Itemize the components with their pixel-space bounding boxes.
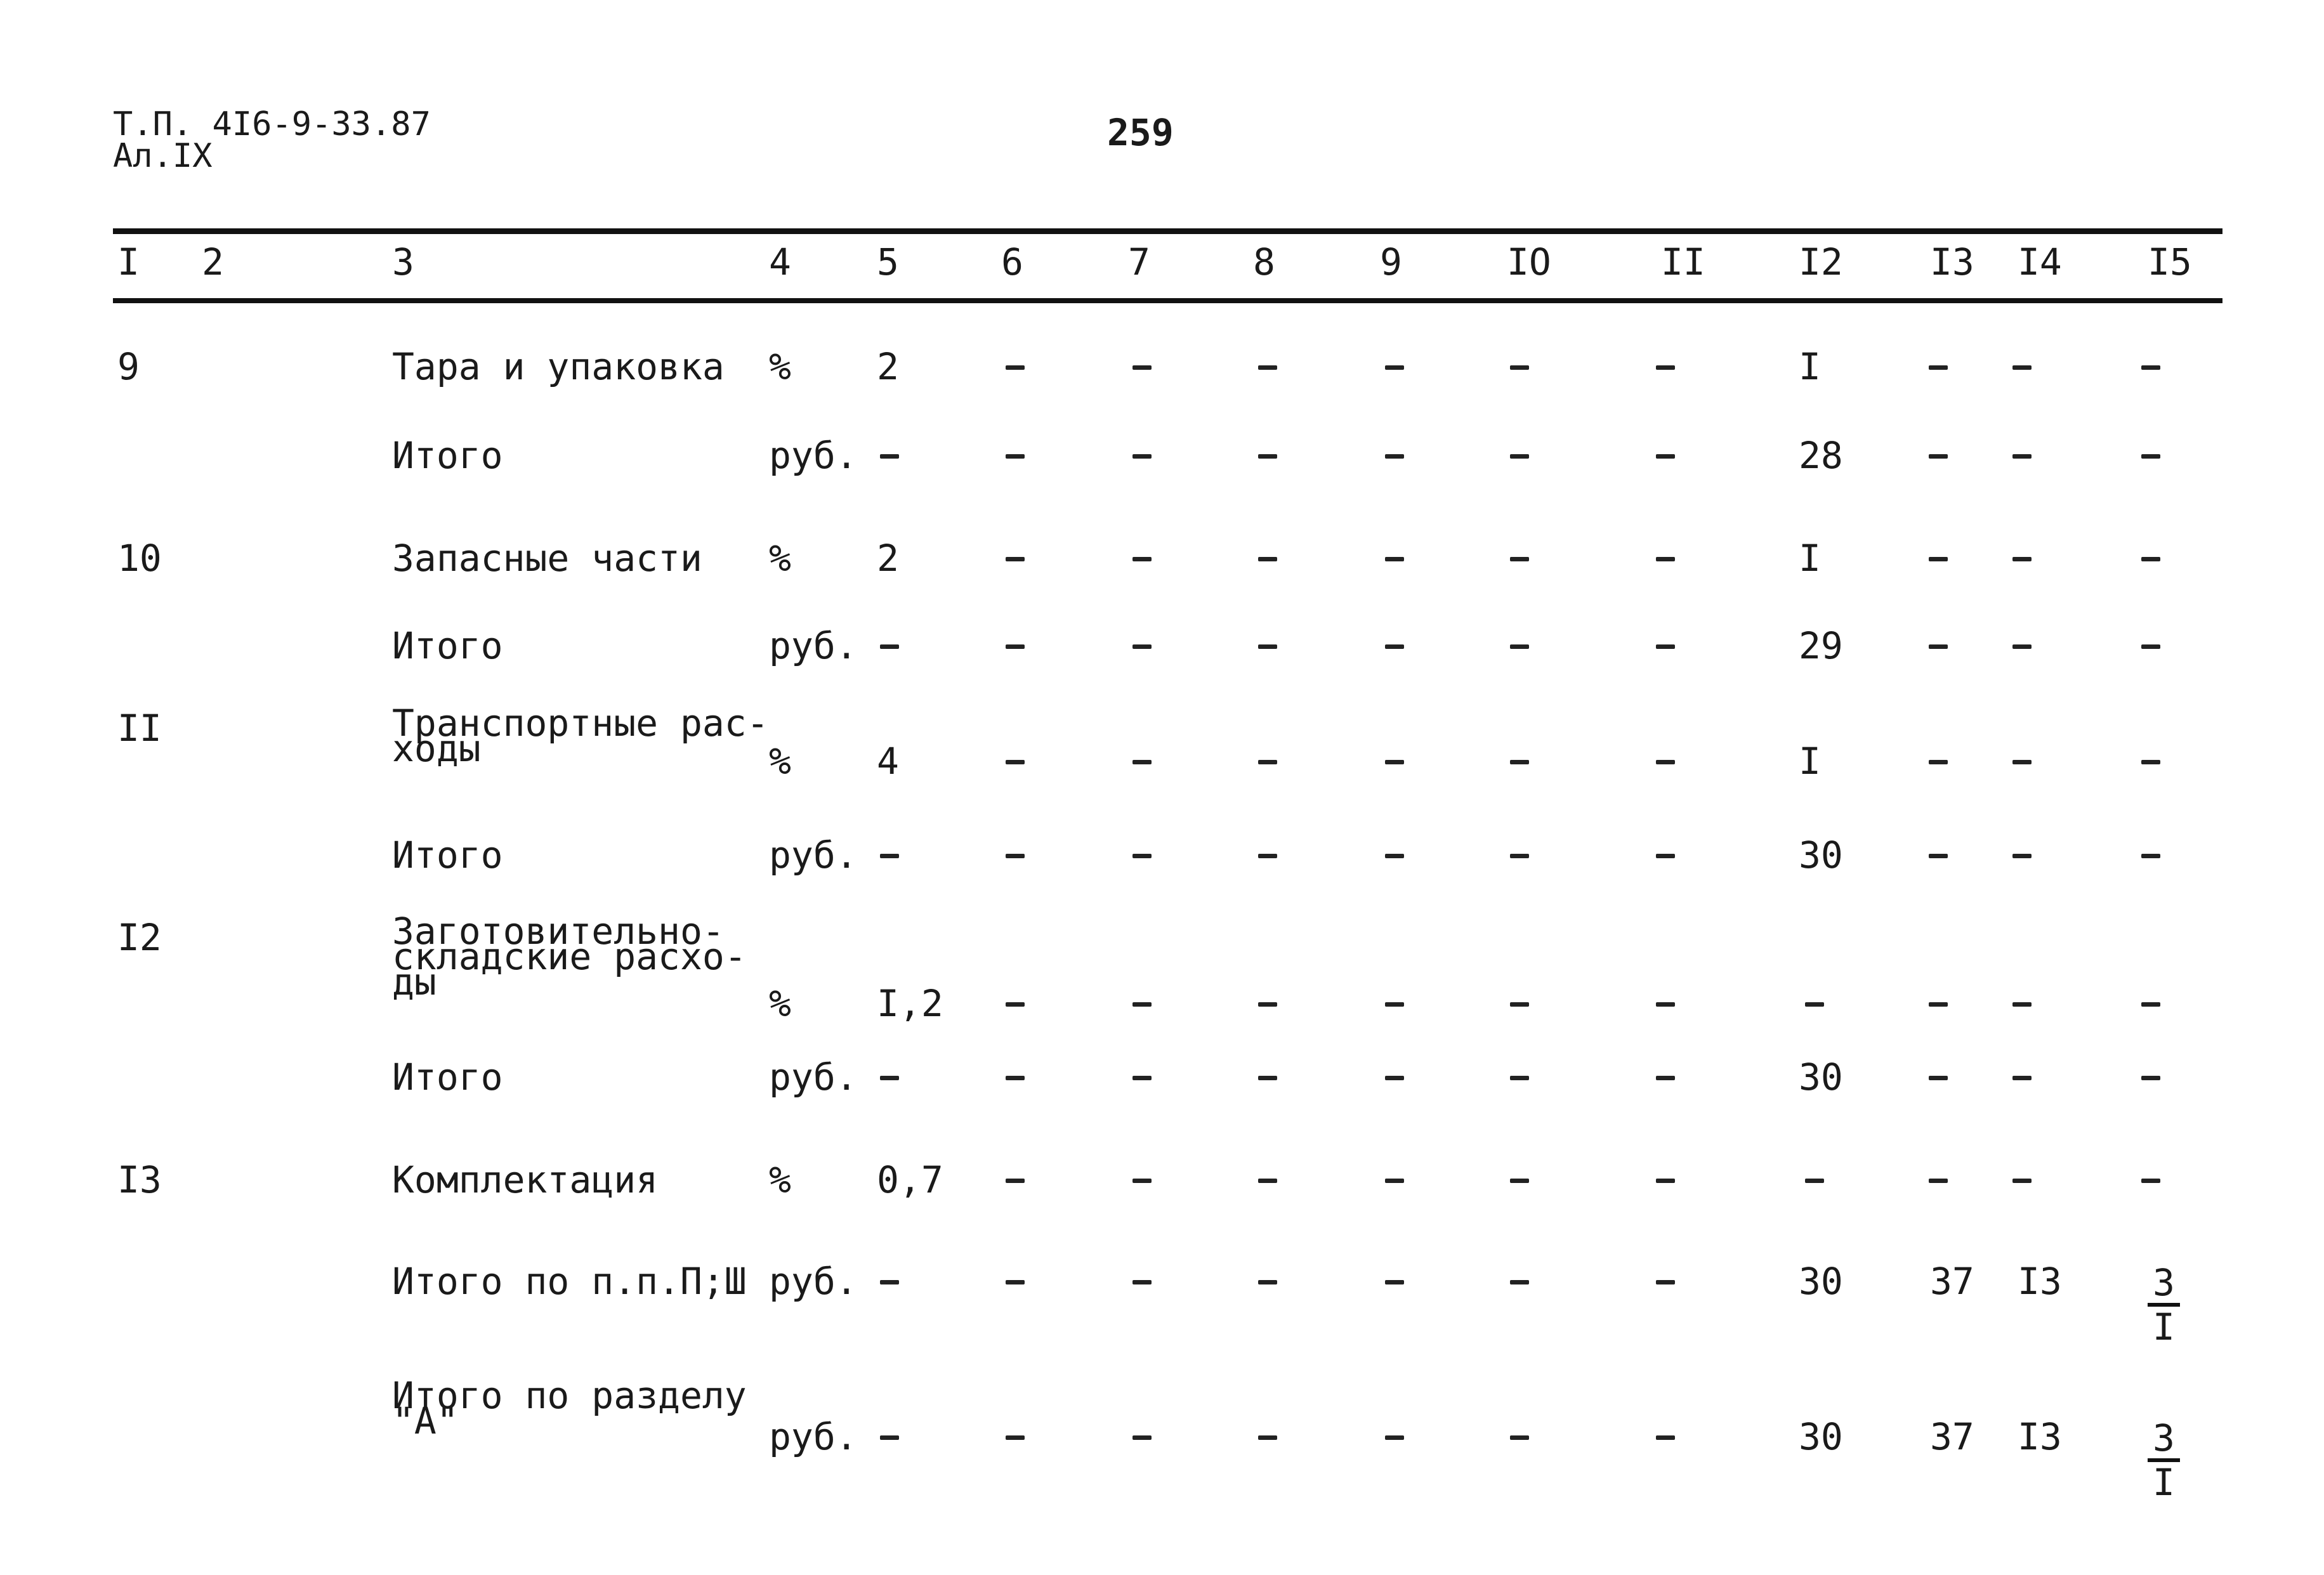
dash-mark <box>1258 1435 1277 1440</box>
dash-mark <box>1929 1076 1948 1080</box>
dash-mark <box>1385 454 1404 459</box>
dash-mark <box>1385 365 1404 370</box>
row-name: Итого по п.п.П;Ш <box>392 1260 747 1303</box>
cell-col5: 0,7 <box>877 1158 943 1201</box>
row-unit: руб. <box>769 1260 858 1303</box>
dash-mark <box>880 644 899 649</box>
dash-mark <box>1132 365 1152 370</box>
dash-mark <box>1656 1435 1675 1440</box>
row-number: I3 <box>117 1158 162 1201</box>
sheet-label: Ал.IX <box>113 137 213 175</box>
dash-mark <box>1385 1435 1404 1440</box>
dash-mark <box>1656 1280 1675 1284</box>
dash-mark <box>1510 557 1529 561</box>
dash-mark <box>1385 1280 1404 1284</box>
dash-mark <box>1510 854 1529 858</box>
dash-mark <box>1929 644 1948 649</box>
dash-mark <box>1132 1435 1152 1440</box>
dash-mark <box>1006 644 1025 649</box>
dash-mark <box>1929 365 1948 370</box>
dash-mark <box>1385 760 1404 764</box>
dash-mark <box>2141 1179 2160 1183</box>
dash-mark <box>2012 557 2032 561</box>
dash-mark <box>1006 854 1025 858</box>
row-unit: % <box>769 740 791 783</box>
column-header: I5 <box>2148 240 2192 284</box>
cell-col5: 2 <box>877 537 899 580</box>
cell-col15-fraction <box>2148 1262 2180 1347</box>
dash-mark <box>2141 1002 2160 1007</box>
dash-mark <box>2012 1076 2032 1080</box>
dash-mark <box>2012 854 2032 858</box>
dash-mark <box>1132 454 1152 459</box>
column-header: 6 <box>1001 240 1023 284</box>
dash-mark <box>1006 557 1025 561</box>
dash-mark <box>1258 760 1277 764</box>
dash-mark <box>1132 557 1152 561</box>
dash-mark <box>1132 1076 1152 1080</box>
dash-mark <box>1006 454 1025 459</box>
dash-mark <box>1929 760 1948 764</box>
dash-mark <box>2141 365 2160 370</box>
row-unit: % <box>769 982 791 1025</box>
dash-mark <box>880 1280 899 1284</box>
dash-mark <box>1510 1435 1529 1440</box>
table-top-rule <box>113 228 2222 234</box>
cell-col12: 29 <box>1799 624 1843 667</box>
dash-mark <box>1258 1179 1277 1183</box>
dash-mark <box>1510 1280 1529 1284</box>
dash-mark <box>1258 854 1277 858</box>
cell-col12: 28 <box>1799 434 1843 477</box>
row-unit: руб. <box>769 624 858 667</box>
dash-mark <box>880 1076 899 1080</box>
dash-mark <box>2141 854 2160 858</box>
dash-mark <box>1006 1280 1025 1284</box>
column-header: 2 <box>202 240 224 284</box>
dash-mark <box>1132 644 1152 649</box>
row-name: Транспортные рас- ходы <box>392 702 769 770</box>
dash-mark <box>1510 1179 1529 1183</box>
dash-mark <box>1656 854 1675 858</box>
dash-mark <box>1656 1002 1675 1007</box>
dash-mark <box>1006 1435 1025 1440</box>
row-number: II <box>117 707 162 750</box>
cell-col14: I3 <box>2018 1415 2062 1458</box>
dash-mark <box>1132 1002 1152 1007</box>
column-header: I3 <box>1930 240 1974 284</box>
dash-mark <box>1258 454 1277 459</box>
dash-mark <box>1132 1280 1152 1284</box>
dash-mark <box>1006 365 1025 370</box>
row-unit: руб. <box>769 434 858 477</box>
dash-mark <box>2012 365 2032 370</box>
dash-mark <box>1006 760 1025 764</box>
dash-mark <box>1656 644 1675 649</box>
fraction-denominator: I <box>2153 1461 2175 1504</box>
cell-col12: I <box>1799 740 1821 783</box>
cell-col5: 4 <box>877 740 899 783</box>
dash-mark <box>2012 644 2032 649</box>
row-name: Запасные части <box>392 537 702 580</box>
dash-mark <box>2012 1179 2032 1183</box>
cell-col12: 30 <box>1799 1260 1843 1303</box>
column-header: IO <box>1507 240 1551 284</box>
row-name: Комплектация <box>392 1158 659 1201</box>
document-code: Т.П. 4I6-9-33.87 <box>113 105 431 143</box>
column-header: 9 <box>1380 240 1402 284</box>
row-number: 10 <box>117 537 162 580</box>
dash-mark <box>2141 1076 2160 1080</box>
dash-mark <box>1805 1179 1824 1183</box>
fraction-numerator: 3 <box>2148 1418 2180 1462</box>
dash-mark <box>1258 1280 1277 1284</box>
column-header: II <box>1661 240 1705 284</box>
dash-mark <box>2012 454 2032 459</box>
dash-mark <box>1656 557 1675 561</box>
dash-mark <box>1258 557 1277 561</box>
dash-mark <box>1510 644 1529 649</box>
dash-mark <box>1656 454 1675 459</box>
cell-col14: I3 <box>2018 1260 2062 1303</box>
row-unit: руб. <box>769 1055 858 1099</box>
dash-mark <box>1385 1179 1404 1183</box>
column-header: 5 <box>877 240 899 284</box>
column-header: 4 <box>769 240 791 284</box>
row-unit: % <box>769 345 791 388</box>
dash-mark <box>2141 644 2160 649</box>
dash-mark <box>1385 854 1404 858</box>
column-header: 7 <box>1128 240 1150 284</box>
dash-mark <box>1258 1076 1277 1080</box>
dash-mark <box>2141 454 2160 459</box>
column-header: I4 <box>2018 240 2062 284</box>
cell-col12: 30 <box>1799 1415 1843 1458</box>
dash-mark <box>1258 1002 1277 1007</box>
page-number: 259 <box>1107 111 1174 154</box>
row-unit: руб. <box>769 1415 858 1458</box>
dash-mark <box>2141 760 2160 764</box>
row-number: 9 <box>117 345 140 388</box>
fraction-numerator: 3 <box>2148 1262 2180 1307</box>
dash-mark <box>1385 1076 1404 1080</box>
dash-mark <box>1929 454 1948 459</box>
dash-mark <box>1510 1076 1529 1080</box>
row-name: Итого <box>392 833 503 877</box>
dash-mark <box>1805 1002 1824 1007</box>
dash-mark <box>1656 365 1675 370</box>
row-unit: % <box>769 1158 791 1201</box>
column-header: 3 <box>392 240 414 284</box>
cell-col12: 30 <box>1799 833 1843 877</box>
dash-mark <box>1656 1179 1675 1183</box>
row-unit: % <box>769 537 791 580</box>
dash-mark <box>880 1435 899 1440</box>
row-name: Итого <box>392 1055 503 1099</box>
dash-mark <box>1656 1076 1675 1080</box>
dash-mark <box>1132 854 1152 858</box>
dash-mark <box>1385 644 1404 649</box>
dash-mark <box>1510 454 1529 459</box>
table-header-rule <box>113 298 2222 303</box>
dash-mark <box>1510 1002 1529 1007</box>
cell-col12: I <box>1799 345 1821 388</box>
row-number: I2 <box>117 916 162 959</box>
dash-mark <box>1510 365 1529 370</box>
fraction-denominator: I <box>2153 1305 2175 1349</box>
row-name: Заготовительно- складские расхо- ды <box>392 910 747 1003</box>
dash-mark <box>880 454 899 459</box>
dash-mark <box>1929 1179 1948 1183</box>
cell-col13: 37 <box>1930 1260 1974 1303</box>
row-name: Итого <box>392 624 503 667</box>
dash-mark <box>1258 644 1277 649</box>
row-unit: руб. <box>769 833 858 877</box>
cell-col15-fraction <box>2148 1418 2180 1503</box>
dash-mark <box>1656 760 1675 764</box>
dash-mark <box>880 854 899 858</box>
dash-mark <box>2012 760 2032 764</box>
dash-mark <box>1510 760 1529 764</box>
row-name: Итого <box>392 434 503 477</box>
dash-mark <box>1006 1179 1025 1183</box>
column-header: I2 <box>1799 240 1843 284</box>
cell-col12: 30 <box>1799 1055 1843 1099</box>
dash-mark <box>1929 557 1948 561</box>
dash-mark <box>1258 365 1277 370</box>
dash-mark <box>1132 760 1152 764</box>
cell-col5: 2 <box>877 345 899 388</box>
row-name: Тара и упаковка <box>392 345 725 388</box>
column-header: I <box>117 240 140 284</box>
row-name: Итого по разделу "А" <box>392 1374 747 1442</box>
column-header: 8 <box>1253 240 1275 284</box>
dash-mark <box>2012 1002 2032 1007</box>
dash-mark <box>1132 1179 1152 1183</box>
dash-mark <box>2141 557 2160 561</box>
cell-col12: I <box>1799 537 1821 580</box>
dash-mark <box>1929 1002 1948 1007</box>
dash-mark <box>1385 1002 1404 1007</box>
dash-mark <box>1385 557 1404 561</box>
dash-mark <box>1929 854 1948 858</box>
cell-col13: 37 <box>1930 1415 1974 1458</box>
dash-mark <box>1006 1002 1025 1007</box>
cell-col5: I,2 <box>877 982 943 1025</box>
dash-mark <box>1006 1076 1025 1080</box>
